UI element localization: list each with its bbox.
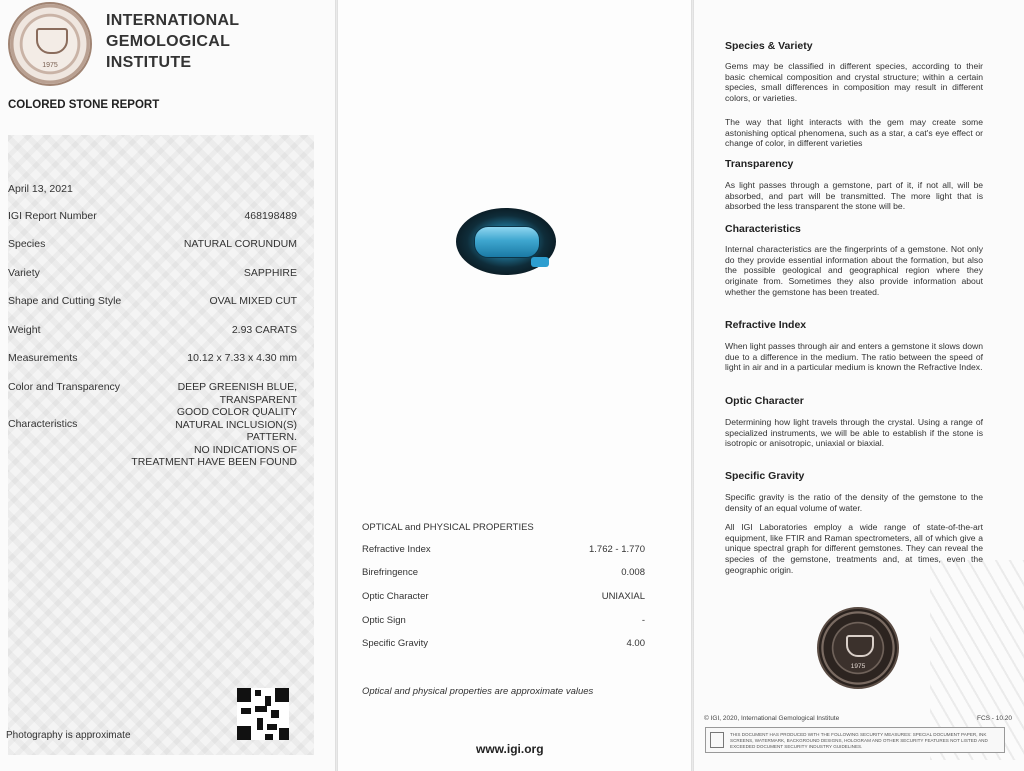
- gemstone-glint: [531, 257, 549, 267]
- security-notice-text: THIS DOCUMENT HAS PRODUCED WITH THE FOLLOWING SECURITY MEASURES: SPECIAL DOCUMENT PAPER, INK SCREENS, WATERMARK, BACKGROUND DESIGNS, HOLOGRAM AND OTHER SECURITY FEATURES NOT LISTED AND EXCEEDED DOCUMENT SECURITY INDUSTRY GUIDELINES.: [730, 732, 988, 749]
- optical-panel: [338, 0, 692, 771]
- security-notice-box: [705, 727, 1005, 753]
- optical-properties-title: OPTICAL and PHYSICAL PROPERTIES: [362, 522, 534, 533]
- organization-name: INTERNATIONAL GEMOLOGICAL INSTITUTE: [106, 12, 240, 71]
- characteristics-heading: Characteristics: [725, 223, 801, 235]
- diamond-icon: [36, 28, 68, 54]
- qr-code[interactable]: [237, 688, 289, 740]
- website-link[interactable]: www.igi.org: [476, 742, 544, 756]
- optic-character-heading: Optic Character: [725, 395, 804, 407]
- optical-note: Optical and physical properties are approximate values: [362, 686, 594, 697]
- diamond-icon: [846, 635, 874, 657]
- transparency-text: As light passes through a gemstone, part of it, if not all, will be absorbed, and part will be transmitted. The more light that is absorbed the less transparent the stone will be.: [725, 180, 983, 212]
- photography-note: Photography is approximate: [6, 730, 131, 741]
- species-text: Gems may be classified in different species, according to their basic chemical composition and crystal structure; within a certain species, small differences in composition may result in different colors, or varieties.: [725, 61, 983, 104]
- refractive-index-text: When light passes through air and enters a gemstone it slows down due to a difference in the medium. The ratio between the speed of light in air and in a particular medium is known the Refractive Index.: [725, 341, 983, 373]
- form-code: FCS - 10.20: [977, 715, 1013, 722]
- igi-seal-logo: 1975: [8, 2, 92, 86]
- transparency-heading: Transparency: [725, 158, 794, 170]
- report-date: April 13, 2021: [8, 183, 73, 195]
- species-heading: Species & Variety: [725, 40, 813, 52]
- document-icon: [710, 732, 724, 748]
- optic-character-text: Determining how light travels through the crystal. Using a range of specialized instruments, we will be able to establish if the stone is isotropic or anisotropic, uniaxial or biaxial.: [725, 417, 983, 449]
- characteristics-text: Internal characteristics are the fingerprints of a gemstone. Not only do they provide essential information about the formation, but also the possible geological and geographical region where they originate from. Sometimes they also provide information about whether the gemstone has been treated.: [725, 244, 983, 297]
- refractive-index-heading: Refractive Index: [725, 319, 807, 331]
- laboratories-text: All IGI Laboratories employ a wide range of state-of-the-art equipment, like FTIR and Raman spectrometers, all of which give a unique spectral graph for different gemstones. They can reveal the species of the gemstone, treatments and, at times, even the geographic origin.: [725, 522, 983, 575]
- specific-gravity-heading: Specific Gravity: [725, 470, 805, 482]
- phenomena-text: The way that light interacts with the gem may create some astonishing optical phenomena, such as a star, a cat's eye effect or change of color, in different varieties: [725, 117, 983, 149]
- copyright-text: © IGI, 2020, International Gemological Institute: [704, 715, 840, 722]
- igi-seal-emblem: 1975: [817, 607, 899, 689]
- report-title: COLORED STONE REPORT: [8, 99, 160, 111]
- gemstone-table-facet: [474, 226, 540, 258]
- specific-gravity-text: Specific gravity is the ratio of the density of the gemstone to the density of an equal volume of water.: [725, 492, 983, 513]
